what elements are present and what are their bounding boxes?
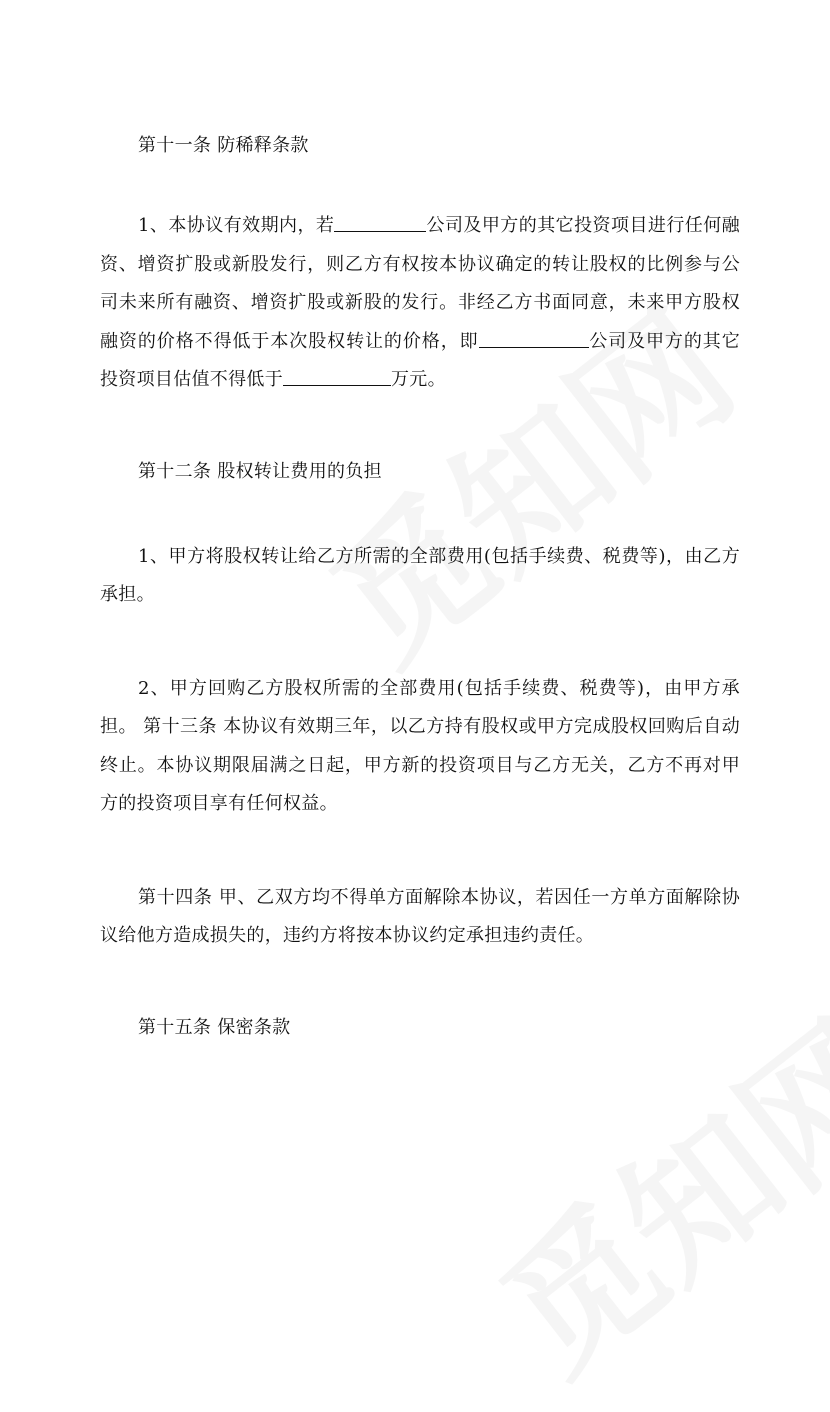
blank-field-valuation[interactable] <box>283 367 391 386</box>
text-span: 公司及甲方的其它投资项目进行任何融资、增资扩股或新股发行，则乙方有权按本协议确定的转让股权的比例参与公司未来所有融资、增资扩股或新股的发行。非经乙方书面同意，未来甲方股权融资的价格不得低于本次股权转让的价格，即 <box>100 215 740 352</box>
text-span: 万元。 <box>391 369 446 390</box>
article-12-title: 第十二条 股权转让费用的负担 <box>138 460 382 482</box>
blank-field-company[interactable] <box>334 213 426 232</box>
article-11-title: 第十一条 防稀释条款 <box>138 135 309 156</box>
article-11-paragraph-1 <box>100 207 740 400</box>
article-14-paragraph: 第十四条 甲、乙双方均不得单方面解除本协议，若因任一方单方面解除协议给他方造成损失的，违约方将按本协议约定承担违约责任。 <box>100 886 740 946</box>
article-12-paragraph-1: 1、甲方将股权转让给乙方所需的全部费用(包括手续费、税费等)，由乙方承担。 <box>100 545 740 605</box>
document-page <box>100 110 740 1044</box>
article-15-title: 第十五条 保密条款 <box>138 1016 291 1038</box>
article-12-paragraph-2: 2、甲方回购乙方股权所需的全部费用(包括手续费、税费等)，由甲方承担。 第十三条 本协议有效期三年，以乙方持有股权或甲方完成股权回购后自动终止。本协议期限届满之日起，甲方新的投资项目与乙方无关，乙方不再对甲方的投资项目享有任何权益。 <box>100 677 740 814</box>
text-span: 公司及甲方的其它投资项目估值不得低于 <box>100 330 741 390</box>
blank-field-company-2[interactable] <box>479 329 589 348</box>
text-span: 1、本协议有效期内，若 <box>138 215 335 236</box>
